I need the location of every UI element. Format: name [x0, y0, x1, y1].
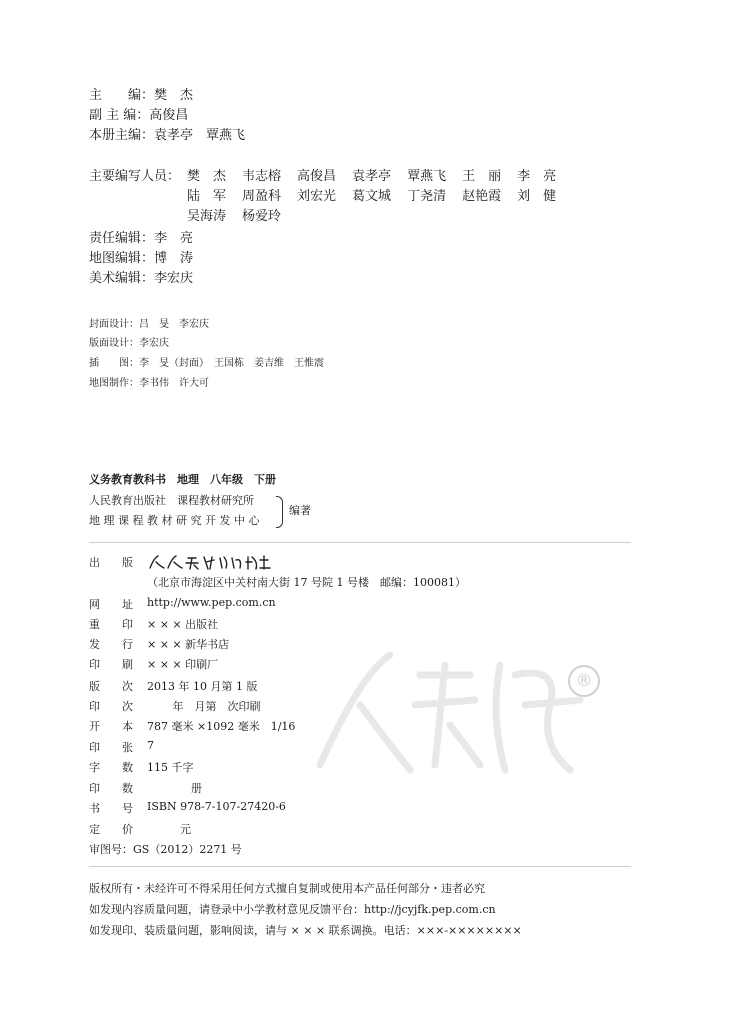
pub-key: 印 数 [89, 782, 133, 795]
writers-line-3 [187, 207, 687, 227]
pub-key: 开 本 [89, 720, 133, 733]
pub-key: 书 号 [89, 802, 133, 815]
art-editor-row [89, 271, 193, 287]
registered-mark-icon: ® [568, 665, 600, 697]
writer-name: 樊 杰 [187, 169, 227, 184]
writer-name: 葛文城 [352, 189, 392, 204]
map-editor-label: 地图编辑： [89, 251, 155, 266]
pub-value: 年 月第 次印刷 [147, 700, 261, 713]
pub-value: 元 [147, 823, 191, 836]
writers-line-1 [187, 167, 687, 187]
art-editor-value: 李宏庆 [154, 271, 194, 286]
chief-editor-row [89, 88, 193, 104]
pub-key: 印 刷 [89, 658, 133, 671]
pub-row-map-review [89, 841, 242, 857]
publisher-signature-logo [148, 554, 288, 572]
writer-name: 周盈科 [242, 189, 282, 204]
divider-top [89, 542, 631, 543]
map-review-number: 审图号：GS（2012）2271 号 [89, 843, 242, 856]
writer-name: 王 丽 [462, 169, 502, 184]
illustration-value: 李 旻（封面） 王国栋 姜吉维 王惟震 [139, 358, 324, 369]
pub-value: × × × 新华书店 [147, 638, 230, 651]
pub-key: 版 次 [89, 680, 133, 693]
responsible-editor-row [89, 231, 193, 247]
compiled-label: 编著 [289, 504, 311, 517]
writer-name: 覃燕飞 [407, 169, 447, 184]
watermark-logo [300, 645, 600, 785]
publisher-brace [276, 496, 283, 528]
layout-design-label: 版面设计： [89, 338, 139, 349]
publisher-line-2: 地 理 课 程 教 材 研 究 开 发 中 心 [89, 514, 260, 527]
pub-value: ISBN 978-7-107-27420-6 [147, 800, 286, 813]
writer-name: 陆 军 [187, 189, 227, 204]
cover-design-row [89, 318, 209, 331]
cover-design-value: 吕 旻 李宏庆 [139, 319, 209, 330]
writer-name: 丁尧清 [407, 189, 447, 204]
pub-value: http://www.pep.com.cn [147, 596, 276, 609]
pub-key: 发 行 [89, 638, 133, 651]
pub-value: 787 毫米 ×1092 毫米 1/16 [147, 720, 296, 733]
responsible-editor-label: 责任编辑： [89, 231, 155, 246]
pub-key: 定 价 [89, 823, 133, 836]
writer-name: 袁孝亭 [352, 169, 392, 184]
pub-key: 字 数 [89, 761, 133, 774]
book-title: 义务教育教科书 地理 八年级 下册 [89, 473, 276, 486]
responsible-editor-value: 李 亮 [154, 231, 194, 246]
writers-names [187, 167, 687, 227]
pub-value: 115 千字 [147, 761, 194, 774]
writers-label: 主要编写人员： [89, 169, 181, 184]
deputy-editor-row [89, 108, 188, 124]
writer-name: 刘宏光 [297, 189, 337, 204]
quality-notice: 如发现印、装质量问题，影响阅读，请与 × × × 联系调换。电话：×××-×××××××× [89, 924, 522, 937]
map-editor-value: 博 涛 [154, 251, 194, 266]
copyright-notice: 版权所有・未经许可不得采用任何方式擅自复制或使用本产品任何部分・违者必究 [89, 882, 485, 895]
volume-editor-row [89, 128, 245, 144]
volume-editor-value: 袁孝亭 覃燕飞 [154, 128, 246, 143]
pub-key: 重 印 [89, 618, 133, 631]
pub-value: 2013 年 10 月第 1 版 [147, 680, 258, 693]
chief-editor-value: 樊 杰 [154, 88, 194, 103]
chief-editor-label: 主 编： [89, 88, 155, 103]
writer-name: 高俊昌 [297, 169, 337, 184]
writer-name: 韦志榕 [242, 169, 282, 184]
cover-design-label: 封面设计： [89, 319, 139, 330]
pub-key: 印 张 [89, 741, 133, 754]
map-making-value: 李书伟 许大可 [139, 378, 209, 389]
feedback-notice: 如发现内容质量问题，请登录中小学教材意见反馈平台：http://jcyjfk.pep.com.cn [89, 903, 496, 916]
art-editor-label: 美术编辑： [89, 271, 155, 286]
deputy-editor-label: 副 主 编： [89, 108, 150, 123]
pub-value: × × × 出版社 [147, 618, 219, 631]
divider-bottom [89, 866, 631, 867]
layout-design-value: 李宏庆 [139, 338, 169, 349]
map-making-label: 地图制作： [89, 378, 139, 389]
writer-name: 吴海涛 [187, 209, 227, 224]
layout-design-row [89, 337, 169, 350]
map-making-row [89, 377, 209, 390]
pub-value: 册 [147, 782, 202, 795]
volume-editor-label: 本册主编： [89, 128, 155, 143]
deputy-editor-value: 高俊昌 [149, 108, 189, 123]
publisher-line-1: 人民教育出版社 课程教材研究所 [89, 494, 254, 507]
writers-line-2 [187, 187, 687, 207]
pub-key: 出 版 [89, 556, 133, 569]
pub-value: × × × 印刷厂 [147, 658, 219, 671]
writer-name: 杨爱玲 [242, 209, 282, 224]
pub-key: 网 址 [89, 598, 133, 611]
pub-value: 7 [147, 739, 154, 752]
illustration-row [89, 357, 324, 370]
writer-name: 赵艳霞 [462, 189, 502, 204]
illustration-label: 插 图： [89, 358, 139, 369]
writer-name: 李 亮 [517, 169, 557, 184]
pub-key: 印 次 [89, 700, 133, 713]
pub-value: （北京市海淀区中关村南大街 17 号院 1 号楼 邮编：100081） [147, 576, 466, 589]
writer-name: 刘 健 [517, 189, 557, 204]
map-editor-row [89, 251, 193, 267]
